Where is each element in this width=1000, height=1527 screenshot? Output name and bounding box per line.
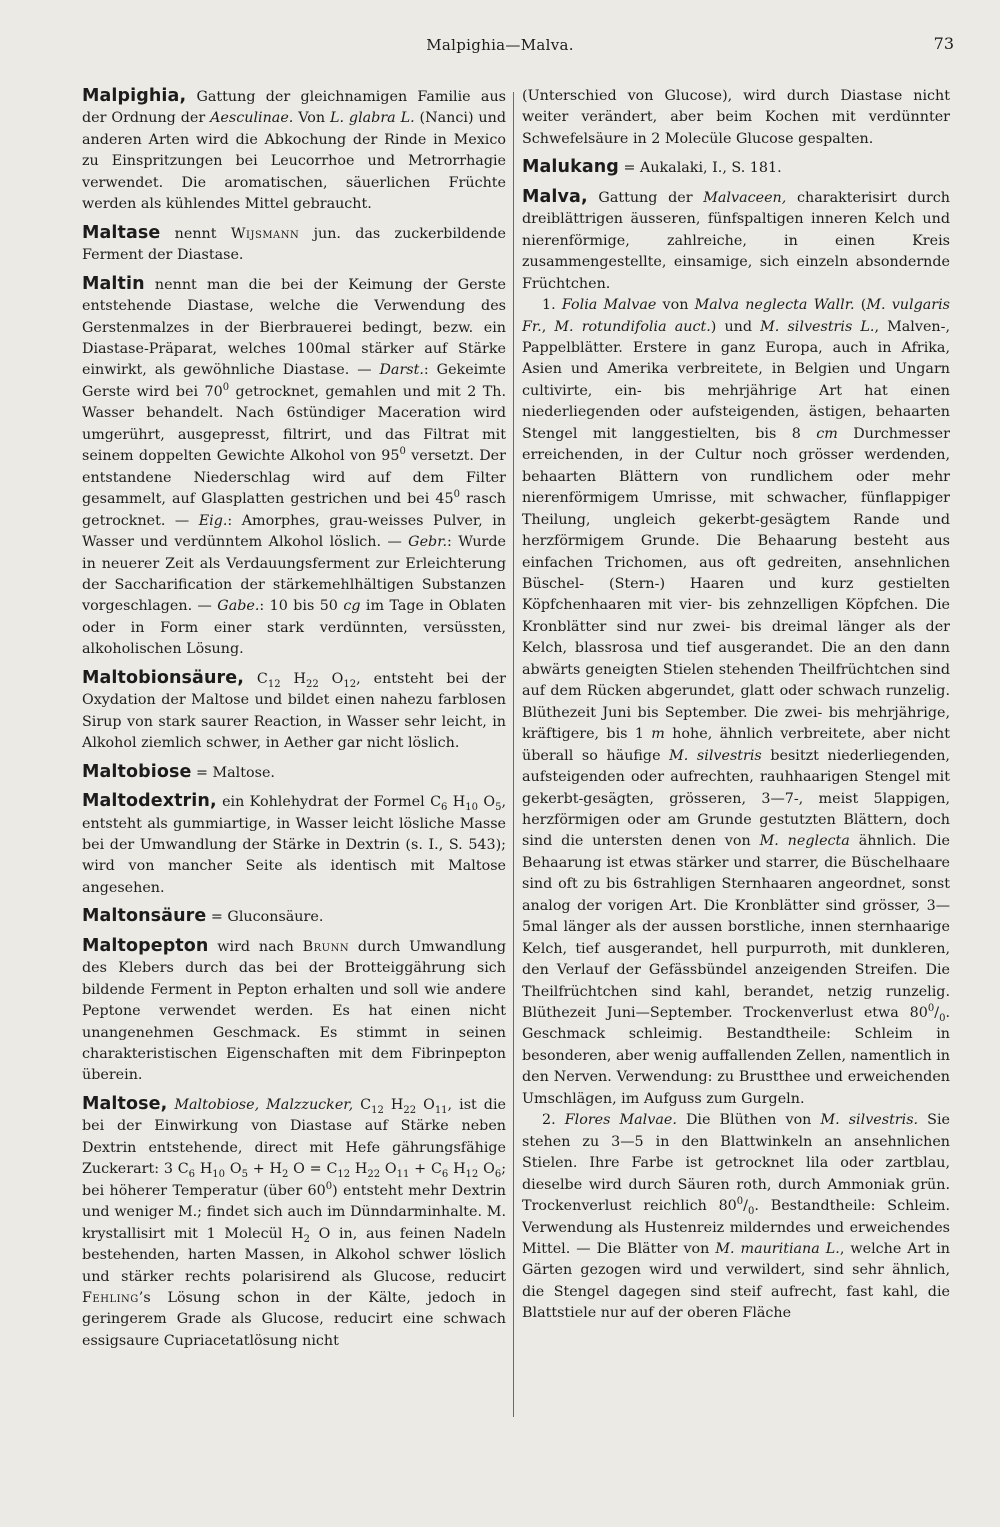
percent-mark: 0 xyxy=(748,1205,755,1217)
entry-text: (Nanci) und anderen Arten wird die Abkochung der Rinde in Mexico zu Einspritzungen bei Leucorrhoe und Metrorrhagie verwendet. Die aromatischen, säuerlichen Früchte werden als kühlendes Mittel gebraucht. xyxy=(82,110,506,213)
entry-text: , entsteht bei der Oxydation der Maltose und bildet einen nahezu farblosen Sirup von stark saurer Reaction, in Wasser sehr leicht, in Alkohol ziemlich schwer, in Aether gar nicht löslich. xyxy=(82,670,506,752)
entry-text: . Bestandtheile: Schleim. Verwendung als Hustenreiz milderndes und erweichendes Mittel. — Die Blätter von xyxy=(522,1198,951,1258)
formula: + H xyxy=(247,1161,282,1178)
percent-mark: 0 xyxy=(736,1196,744,1208)
formula: C xyxy=(353,1096,372,1113)
entry-term: Maltose, xyxy=(82,1093,168,1114)
subscript: 10 xyxy=(212,1169,226,1181)
subscript: 22 xyxy=(367,1169,381,1181)
entry-text: im Tage in Oblaten oder in Form einer stark verdünnten, versüssten, alkoholischen Lösung. xyxy=(82,598,506,658)
entry-text: rasch getrocknet. — xyxy=(82,491,506,529)
entry-text: Durchmesser erreichenden, in der Cultur noch grösser werdenden, behaarten Blättern von rundlichem oder mehr nierenförmigem Umrisse, mit schwacher, fünflappiger Theilung, ungleich gekerbt-gesägtem Rande und herzförmigem Grunde. Die Behaarung besteht aus einfachen Trichomen, aus oft gedreiten, ansehnlichen Büschel- (Stern-) Haaren und kurz gestielten Köpfchenhaaren mit vier- bis zehnzelligen Köpfchen. Die Kronblätter sind nur zwei- bis dreimal länger als der Kelch, blassrosa und tief ausgerandet. Die an den dann abwärts geneigten Stielen stehenden Theilfrüchtchen sind auf dem Rücken abgerundet, glatt oder schwach runzelig. Blüthezeit Juni bis September. Die zwei- bis mehrjährige, kräftigere, bis 1 xyxy=(522,425,950,743)
page-number: 73 xyxy=(933,34,954,53)
entry-text: Gattung der xyxy=(587,189,704,206)
entry-italic: Aesculinae. xyxy=(210,110,294,127)
entry-term: Maltase xyxy=(82,222,161,243)
entry-malva xyxy=(522,187,950,295)
percent-mark: 0 xyxy=(939,1012,946,1024)
entry-italic: M. silvestris xyxy=(669,747,762,764)
formula: O xyxy=(477,794,496,811)
entry-text: , entsteht als gummiartige, in Wasser leicht lösliche Masse bei der Umwandlung der Stärke in Dextrin (s. I., S. 543); wird von mancher Seite als identisch mit Maltose angesehen. xyxy=(82,794,506,896)
entry-text: = Aukalaki, I., S. 181. xyxy=(618,160,782,177)
formula: H xyxy=(280,670,306,687)
subscript: 6 xyxy=(188,1169,196,1181)
entry-maltase xyxy=(82,223,506,267)
subscript: 5 xyxy=(241,1169,248,1181)
entry-term: Maltopepton xyxy=(82,935,209,956)
entry-maltose xyxy=(82,1094,506,1352)
entry-text: wird nach xyxy=(208,938,303,955)
entry-text: : Gekeimte Gerste wird bei 70 xyxy=(82,362,506,400)
entry-text: , welche Art in Gärten gezogen wird und verwildert, sind sehr ähnlich, die Stengel dagegen sind steif aufrecht, fast kahl, die Blattstiele nur auf der oberen Fläche xyxy=(522,1241,950,1322)
entry-text: = Maltose. xyxy=(191,764,275,781)
entry-italic: L. glabra L. xyxy=(329,110,415,127)
entry-text: / xyxy=(934,1005,940,1022)
entry-text: ähnlich. Die Behaarung ist etwas stärker und starrer, die Büschelhaare sind oft zu bis 6strahligen Sternhaaren angeordnet, sonst analog der vorigen Art. Die Kronblätter sind grösser, 3—5mal länger als der aussen borstliche, innen sternhaarige Kelch, tief ausgerandet, hell purpurroth, mit dunkleren, den Verlauf der Gefässbündel anzeigenden Streifen. Die Theilfrüchtchen sind kahl, berandet, netzig runzelig. Blüthezeit Juni—September. Trockenverlust etwa 80 xyxy=(522,833,950,1022)
entry-term: Maltonsäure xyxy=(82,906,207,927)
author-name: Fehling xyxy=(82,1290,139,1307)
formula: H xyxy=(448,1161,466,1178)
formula: O xyxy=(416,1096,435,1113)
formula: H xyxy=(383,1096,404,1113)
entry-text: nennt xyxy=(160,225,231,242)
entry-italic: Gebr. xyxy=(408,534,447,551)
entry-text: hohe, ähnlich verbreitete, aber nicht überall so häufige xyxy=(522,726,950,764)
entry-italic: M. vulgaris Fr. xyxy=(522,297,950,335)
formula: H xyxy=(195,1161,213,1178)
entry-italic: Flores Malvae. xyxy=(564,1112,677,1129)
formula: C xyxy=(243,670,268,687)
formula: + C xyxy=(409,1161,442,1178)
subscript: 12 xyxy=(343,678,357,690)
entry-malpighia xyxy=(82,86,506,216)
entry-text: Von xyxy=(293,110,330,127)
entry-italic: Eig. xyxy=(198,512,228,529)
entry-text: Gattung der gleichnamigen Familie aus der Ordnung der xyxy=(82,89,506,127)
entry-text: : Amorphes, grau-weisses Pulver, in Wasser und verdünntem Alkohol löslich. — xyxy=(82,512,506,551)
subscript: 6 xyxy=(494,1169,502,1181)
entry-text: von xyxy=(656,297,695,314)
entry-text: ( xyxy=(854,297,867,314)
entry-maltobiose xyxy=(82,762,506,784)
subscript: 6 xyxy=(441,1169,449,1181)
formula: O = C xyxy=(288,1161,338,1178)
degree-mark: 0 xyxy=(222,382,230,394)
entry-text: ; bei höherer Temperatur (über 60 xyxy=(82,1161,507,1199)
entry-maltobionsaeure xyxy=(82,668,506,755)
degree-mark: 0 xyxy=(325,1180,333,1192)
entry-text: durch Umwandlung des Klebers durch das bei der Brotteiggährung sich bildende Ferment in Pepton erhalten und soll wie andere Peptone verwendet werden. Es hat einen nicht unangenehmen Geschmack. Es stimmt in seinen charakteristischen Eigenschaften mit dem Fibrinpepton überein. xyxy=(82,938,506,1084)
running-title: Malpighia—Malva. xyxy=(426,36,574,54)
entry-malukang xyxy=(522,157,950,179)
entry-term: Maltin xyxy=(82,273,145,294)
entry-text: besitzt niederliegenden, aufsteigenden oder aufrechten, rauhhaarigen Stengel mit gekerbt-gesägten, grösseren, 3—7-, meist 5lappigen, herzförmigen oder am Grunde gestutzten Blättern, doch sind die untersten denen von xyxy=(522,747,950,850)
subscript: 5 xyxy=(495,801,502,813)
entry-italic: M. mauritiana L. xyxy=(715,1241,840,1258)
entry-text: , ist die bei der Einwirkung von Diastase auf Stärke neben Dextrin entstehende, direct mit Hefe gährungsfähige Zuckerart: 3 C xyxy=(82,1096,506,1178)
malva-item-2 xyxy=(522,1110,950,1325)
subscript: 12 xyxy=(371,1104,384,1116)
entry-text: ) entsteht mehr Dextrin und weniger M.; findet sich auch im Dünndarminhalte. M. krystallisirt mit 1 Molecül H xyxy=(82,1182,507,1242)
formula: O xyxy=(225,1161,242,1178)
entry-text: , xyxy=(541,318,555,335)
item-number: 2. xyxy=(542,1112,565,1129)
author-name: Wijsmann xyxy=(230,225,300,242)
subscript: 12 xyxy=(267,678,281,690)
entry-italic: Malvaceen, xyxy=(703,189,787,206)
entry-text: ein Kohlehydrat der Formel C xyxy=(216,794,442,811)
entry-text: Die Blüthen von xyxy=(676,1112,821,1129)
subscript: 10 xyxy=(465,801,478,813)
subscript: 12 xyxy=(337,1169,351,1181)
degree-mark: 0 xyxy=(453,489,460,501)
entry-term: Maltobionsäure, xyxy=(82,667,244,688)
subscript: 2 xyxy=(281,1169,289,1181)
entry-italic: Malva neglecta Wallr. xyxy=(694,297,855,314)
entry-italic: Maltobiose, Malzzucker, xyxy=(167,1096,354,1113)
entry-italic: M. silvestris. xyxy=(820,1112,919,1129)
unit: cg xyxy=(343,598,361,615)
entry-italic: M. silvestris L. xyxy=(760,318,875,335)
entry-maltodextrin xyxy=(82,791,506,899)
entry-text: . Geschmack schleimig. Bestandtheile: Schleim in besonderen, aber wenig auffallenden Zellen, namentlich in den Nerven. Verwendung: zu Brustthee und erweichenden Umschlägen, im Aufguss zum Gurgeln. xyxy=(522,1005,950,1107)
formula: O xyxy=(380,1161,397,1178)
entry-italic: M. neglecta xyxy=(759,833,850,850)
entry-text: charakterisirt durch dreiblättrigen äusseren, fünfspaltigen inneren Kelch und nierenförmige, zahlreiche, in einen Kreis zusammengestellte, einsamige, sich einzeln absondernde Früchtchen. xyxy=(522,189,950,292)
entry-text: versetzt. Der entstandene Niederschlag wird auf dem Filter gesammelt, auf Glasplatten gestrichen und bei 45 xyxy=(82,448,506,508)
entry-term: Malpighia, xyxy=(82,86,187,106)
entry-maltin xyxy=(82,274,506,661)
entry-term: Maltobiose xyxy=(82,761,192,782)
subscript: 11 xyxy=(396,1169,410,1181)
entry-text: O in, aus feinen Nadeln bestehenden, harten Massen, in Alkohol schwer löslich und stärker rechts polarisirend als Glucose, reducirt xyxy=(82,1225,507,1285)
author-name: Brunn xyxy=(302,938,350,955)
entry-term: Malukang xyxy=(522,157,619,178)
entry-italic: M. rotundifolia auct. xyxy=(554,318,711,335)
formula: H xyxy=(350,1161,368,1178)
entry-text: ) und xyxy=(710,318,761,335)
formula: O xyxy=(478,1161,495,1178)
entry-maltose-continued: (Unterschied von Glucose), wird durch Diastase nicht weiter verändert, aber beim Kochen mit verdünnter Schwefelsäure in 2 Molecüle Glucose gespalten. xyxy=(522,88,950,147)
subscript: 2 xyxy=(303,1233,310,1245)
entry-text: : Wurde in neuerer Zeit als Verdauungsferment zur Erleichterung der Saccharification der stärkemehlhältigen Substanzen vorgeschlagen. — xyxy=(82,534,506,615)
entry-text: jun. das zuckerbildende Ferment der Diastase. xyxy=(82,225,506,264)
subscript: 22 xyxy=(403,1104,417,1116)
unit: m xyxy=(651,726,665,743)
subscript: 11 xyxy=(434,1104,448,1116)
entry-text: Sie stehen zu 3—5 in den Blattwinkeln an ansehnlichen Stielen. Ihre Farbe ist getrocknet lila oder zartblau, dieselbe wird durch Säuren roth, durch Ammoniak grün. Trockenverlust reichlich 80 xyxy=(522,1112,951,1215)
entry-italic: Gabe. xyxy=(217,598,260,615)
entry-text: / xyxy=(743,1198,748,1215)
right-column xyxy=(522,86,950,1325)
subscript: 22 xyxy=(305,678,319,690)
entry-italic: Folia Malvae xyxy=(561,297,657,314)
column-divider xyxy=(513,92,514,1417)
entry-maltonsaeure xyxy=(82,906,506,928)
item-number: 1. xyxy=(542,297,562,314)
formula: O xyxy=(318,670,344,687)
entry-text: : 10 bis 50 xyxy=(259,598,344,615)
malva-item-1 xyxy=(522,295,950,1110)
subscript: 12 xyxy=(465,1169,479,1181)
entry-maltopepton xyxy=(82,936,506,1087)
entry-term: Maltodextrin, xyxy=(82,791,217,812)
entry-text: getrocknet, gemahlen und mit 2 Th. Wasser behandelt. Nach 6stündiger Maceration wird umgerührt, ausgepresst, filtrirt, und das Filtrat mit seinem doppelten Gewichte Alkohol von 95 xyxy=(82,383,506,465)
unit: cm xyxy=(816,425,838,442)
entry-text: , Malven-, Pappelblätter. Erstere in ganz Europa, auch in Afrika, Asien und Amerika verbreitete, in Belgien und Ungarn cultivirte, ein- bis mehrjährige Art hat einen niederliegenden oder aufsteigenden, ästigen, behaarten Stengel mit langgestielten, bis 8 xyxy=(522,318,950,442)
entry-italic: Darst. xyxy=(379,362,424,379)
formula: H xyxy=(447,794,466,811)
left-column xyxy=(82,86,506,1352)
entry-text: = Gluconsäure. xyxy=(206,909,324,926)
entry-term: Malva, xyxy=(522,186,588,207)
subscript: 6 xyxy=(441,801,448,813)
entry-text: ’s Lösung schon in der Kälte, jedoch in geringerem Grade als Glucose, reducirt eine schwach essigsaure Cupriacetatlösung nicht xyxy=(82,1290,506,1349)
degree-mark: 0 xyxy=(399,446,406,458)
entry-text: nennt man die bei der Keimung der Gerste entstehende Diastase, welche die Verwendung des Gerstenmalzes in der Bierbrauerei bedingt, bezw. ein Diastase-Präparat, welches 100mal stärker auf Stärke einwirkt, als gewöhnliche Diastase. — xyxy=(82,276,506,379)
percent-mark: 0 xyxy=(927,1003,935,1015)
